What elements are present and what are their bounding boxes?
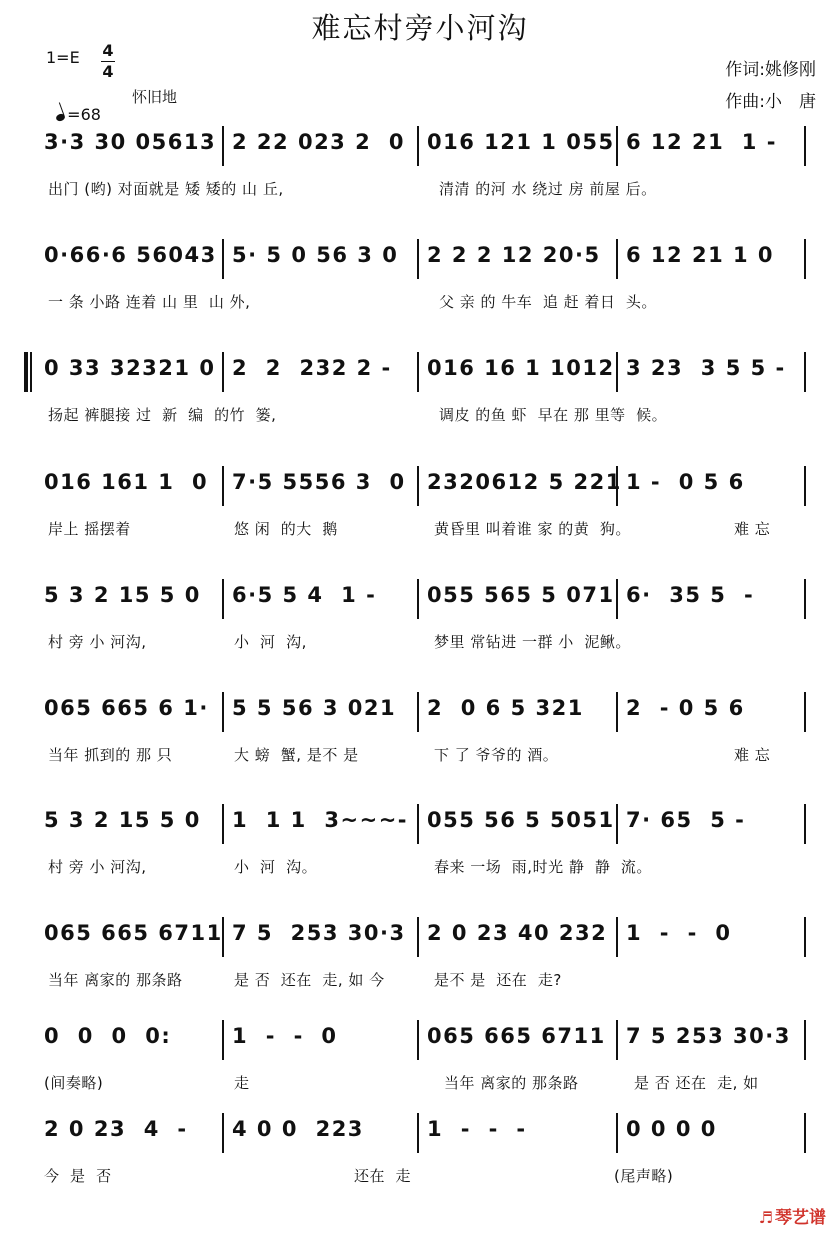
lyric-segment: 当年 离家的 那条路 <box>48 971 183 989</box>
watermark-text: 琴艺谱 <box>775 1208 826 1228</box>
measure-notes: 0 33 32321 0 <box>44 356 216 380</box>
measure-notes: 6·5 5 4 1 - <box>232 583 377 607</box>
bar-line <box>222 692 224 732</box>
quarter-note-icon <box>55 113 66 123</box>
bar-line <box>804 804 806 844</box>
lyric-segment: (间奏略) <box>44 1074 104 1092</box>
tempo-marking <box>46 86 101 124</box>
measure-notes: 016 121 1 055 <box>427 130 615 154</box>
bar-line <box>417 466 419 506</box>
lyric-segment: 是不 是 还在 走? <box>434 971 562 989</box>
bar-line <box>804 466 806 506</box>
measure-notes: 5 3 2 15 5 0 <box>44 583 201 607</box>
notation-row <box>40 696 812 734</box>
measure-notes: 7· 65 5 - <box>626 808 746 832</box>
site-watermark <box>759 1203 826 1228</box>
notation-row <box>40 470 812 508</box>
measure-notes: 2320612 5 221 <box>427 470 622 494</box>
measure-notes: 2 - 0 5 6 <box>626 696 745 720</box>
bar-line <box>804 1113 806 1153</box>
measure-notes: 055 565 5 071 <box>427 583 615 607</box>
bar-line <box>417 692 419 732</box>
bar-line <box>417 917 419 957</box>
bar-line <box>804 917 806 957</box>
measure-notes: 2 2 232 2 - <box>232 356 392 380</box>
bar-line <box>417 352 419 392</box>
bar-line <box>417 1020 419 1060</box>
lyric-segment: 难 忘 <box>734 520 771 538</box>
measure-notes: 4 0 0 223 <box>232 1117 364 1141</box>
lyric-segment: 出门 (哟) 对面就是 矮 矮的 山 丘, <box>48 180 284 198</box>
bar-line <box>804 692 806 732</box>
bar-line <box>417 239 419 279</box>
measure-notes: 5 3 2 15 5 0 <box>44 808 201 832</box>
bar-line <box>222 1113 224 1153</box>
lyric-segment: 梦里 常钻进 一群 小 泥鳅。 <box>434 633 631 651</box>
logo-icon: ♬ <box>758 1208 773 1227</box>
notation-row <box>40 1117 812 1155</box>
notation-row <box>40 356 812 394</box>
bar-line <box>616 352 618 392</box>
lyric-segment: 走 <box>234 1074 250 1092</box>
bar-line <box>616 579 618 619</box>
notation-row <box>40 1024 812 1062</box>
bar-line <box>616 1113 618 1153</box>
lyric-segment: 悠 闲 的大 鹅 <box>234 520 338 538</box>
lyric-segment: 今 是 否 <box>44 1167 112 1185</box>
bar-line <box>417 126 419 166</box>
bar-line <box>616 1020 618 1060</box>
lyric-segment: 扬起 裤腿接 过 新 编 的竹 篓, <box>48 406 277 424</box>
lyric-segment: 岸上 摇摆着 <box>48 520 131 538</box>
measure-notes: 7 5 253 30·3 <box>232 921 406 945</box>
measure-notes: 2 0 6 5 321 <box>427 696 584 720</box>
bar-line <box>222 466 224 506</box>
bar-line <box>222 1020 224 1060</box>
measure-notes: 016 161 1 0 <box>44 470 209 494</box>
measure-notes: 1 - - 0 <box>232 1024 338 1048</box>
lyricist: 作词:姚修刚 <box>725 60 816 80</box>
measure-notes: 7·5 5556 3 0 <box>232 470 406 494</box>
lyric-segment: 还在 走 <box>354 1167 412 1185</box>
measure-notes: 055 56 5 5051 <box>427 808 615 832</box>
lyric-segment: 大 螃 蟹, 是不 是 <box>234 746 359 764</box>
time-signature-bottom: 4 <box>102 62 114 81</box>
measure-notes: 065 665 6711 <box>427 1024 606 1048</box>
lyric-segment: (尾声略) <box>614 1167 674 1185</box>
lyric-segment: 一 条 小路 连着 山 里 山 外, <box>48 293 251 311</box>
song-title: 难忘村旁小河沟 <box>311 11 529 45</box>
bar-line <box>616 692 618 732</box>
bar-line <box>417 804 419 844</box>
bar-line <box>417 1113 419 1153</box>
measure-notes: 2 22 023 2 0 <box>232 130 405 154</box>
measure-notes: 7 5 253 30·3 <box>626 1024 791 1048</box>
bar-line <box>222 239 224 279</box>
composer: 作曲:小 唐 <box>725 92 816 112</box>
measure-notes: 1 - - - <box>427 1117 527 1141</box>
bar-line <box>616 804 618 844</box>
bar-line <box>222 126 224 166</box>
lyric-segment: 小 河 沟。 <box>234 858 318 876</box>
lyric-segment: 当年 离家的 那条路 <box>444 1074 579 1092</box>
lyric-segment: 下 了 爷爷的 酒。 <box>434 746 559 764</box>
measure-notes: 0 0 0 0: <box>44 1024 172 1048</box>
measure-notes: 016 16 1 1012 <box>427 356 615 380</box>
notation-row <box>40 243 812 281</box>
measure-notes: 0 0 0 0 <box>626 1117 717 1141</box>
repeat-start-sign <box>24 352 34 392</box>
time-signature-top: 4 <box>102 41 114 60</box>
measure-notes: 5 5 56 3 021 <box>232 696 397 720</box>
measure-notes: 2 0 23 40 232 <box>427 921 608 945</box>
bar-line <box>222 579 224 619</box>
measure-notes: 6 12 21 1 - <box>626 130 777 154</box>
measure-notes: 5· 5 0 56 3 0 <box>232 243 399 267</box>
measure-notes: 3·3 30 05613 <box>44 130 217 154</box>
lyric-segment: 父 亲 的 牛车 追 赶 着日 头。 <box>439 293 657 311</box>
lyric-segment: 村 旁 小 河沟, <box>48 858 147 876</box>
measure-notes: 6· 35 5 - <box>626 583 755 607</box>
bar-line <box>804 1020 806 1060</box>
lyric-segment: 小 河 沟, <box>234 633 307 651</box>
measure-notes: 1 1 1 3~~~- <box>232 808 409 832</box>
tempo-value: =68 <box>67 105 101 124</box>
lyric-segment: 清清 的河 水 绕过 房 前屋 后。 <box>439 180 657 198</box>
expression-marking: 怀旧地 <box>132 88 178 106</box>
key-signature: 1=E <box>46 48 80 67</box>
lyric-segment: 黄昏里 叫着谁 家 的黄 狗。 <box>434 520 631 538</box>
bar-line <box>804 239 806 279</box>
bar-line <box>616 239 618 279</box>
notation-row <box>40 808 812 846</box>
lyric-segment: 是 否 还在 走, 如 <box>634 1074 759 1092</box>
measure-notes: 6 12 21 1 0 <box>626 243 775 267</box>
lyric-segment: 是 否 还在 走, 如 今 <box>234 971 385 989</box>
bar-line <box>804 126 806 166</box>
bar-line <box>222 352 224 392</box>
credits <box>725 54 816 118</box>
measure-notes: 1 - 0 5 6 <box>626 470 745 494</box>
notation-row <box>40 583 812 621</box>
measure-notes: 1 - - 0 <box>626 921 732 945</box>
lyric-segment: 村 旁 小 河沟, <box>48 633 147 651</box>
bar-line <box>804 579 806 619</box>
measure-notes: 065 665 6711 <box>44 921 223 945</box>
bar-line <box>417 579 419 619</box>
bar-line <box>222 804 224 844</box>
bar-line <box>616 126 618 166</box>
bar-line <box>616 917 618 957</box>
lyric-segment: 春来 一场 雨,时光 静 静 流。 <box>434 858 652 876</box>
notation-row <box>40 921 812 959</box>
bar-line <box>804 352 806 392</box>
lyric-segment: 难 忘 <box>734 746 771 764</box>
lyric-segment: 调皮 的鱼 虾 早在 那 里等 候。 <box>439 406 668 424</box>
measure-notes: 0·66·6 56043 <box>44 243 217 267</box>
measure-notes: 3 23 3 5 5 - <box>626 356 786 380</box>
measure-notes: 2 2 2 12 20·5 <box>427 243 601 267</box>
time-signature <box>100 42 116 81</box>
measure-notes: 2 0 23 4 - <box>44 1117 188 1141</box>
lyric-segment: 当年 抓到的 那 只 <box>48 746 173 764</box>
notation-row <box>40 130 812 168</box>
measure-notes: 065 665 6 1· <box>44 696 209 720</box>
